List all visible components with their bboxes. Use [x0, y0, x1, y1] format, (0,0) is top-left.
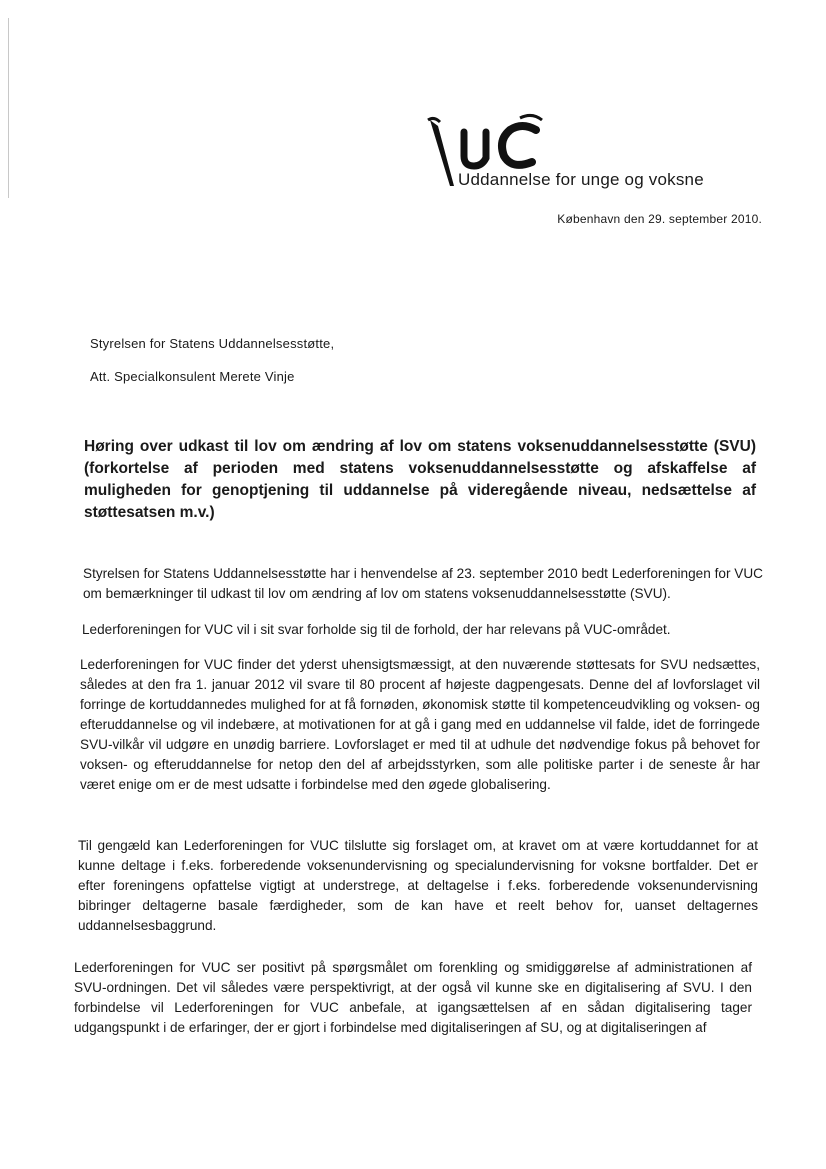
scan-edge-mark — [8, 18, 9, 198]
body-paragraph-1: Styrelsen for Statens Uddannelsesstøtte har i henvendelse af 23. september 2010 bedt Lederforeningen for VUC om bemærkninger til udkast til lov om ændring af lov om statens voksenuddannelsesstøtte (SVU). — [83, 566, 763, 601]
recipient-attention: Att. Specialkonsulent Merete Vinje — [90, 369, 295, 384]
logo-tagline: Uddannelse for unge og voksne — [458, 170, 704, 189]
date-line: København den 29. september 2010. — [557, 212, 762, 226]
body-paragraph-5: Lederforeningen for VUC ser positivt på spørgsmålet om forenkling og smidiggørelse af administrationen af SVU-ordningen. Det vil således være perspektivrigt, at der også vil kunne ske en digitalisering af SVU. I den forbindelse vil Lederforeningen for VUC anbefale, at igangsættelsen af en sådan digitalisering tager udgangspunkt i de erfaringer, der er gjort i forbindelse med digitaliseringen af SU, og at digitaliseringen af — [74, 960, 752, 1035]
body-paragraph-3: Lederforeningen for VUC finder det yderst uhensigtsmæssigt, at den nuværende støttesats for SVU nedsættes, således at den fra 1. januar 2012 vil svare til 80 procent af højeste dagpengesats. Denne del af lovforslaget vil forringe de kortuddannedes mulighed for at få fornøden, økonomisk støtte til kompetenceudvikling og voksen- og efteruddannelse og vil indebære, at motivationen for at gå i gang med en uddannelse vil falde, idet de forringede SVU-vilkår vil udgøre en unødig barriere. Lovforslaget er med til at udhule det nødvendige fokus på behovet for voksen- og efteruddannelse for netop den del af arbejdsstyrken, som alle politiske parter i de seneste år har været enige om er de mest udsatte i forbindelse med den øgede globalisering. — [80, 657, 760, 792]
vuc-logo — [424, 112, 724, 192]
recipient-organization: Styrelsen for Statens Uddannelsesstøtte, — [90, 336, 335, 351]
body-paragraph-2: Lederforeningen for VUC vil i sit svar forholde sig til de forhold, der har relevans på VUC-området. — [82, 622, 671, 637]
body-paragraph-4: Til gengæld kan Lederforeningen for VUC tilslutte sig forslaget om, at kravet om at være kortuddannet for at kunne deltage i f.eks. forberedende voksenundervisning og specialundervisning for voksne bortfalder. Det er efter foreningens opfattelse vigtigt at understrege, at deltagelse i f.eks. forberedende voksenundervisning bibringer deltagerne basale færdigheder, som de kan have et reelt behov for, uanset deltagernes uddannelsesbaggrund. — [78, 838, 758, 933]
document-title: Høring over udkast til lov om ændring af lov om statens voksenuddannelsesstøtte (SVU) (forkortelse af perioden med statens voksenuddannelsesstøtte og afskaffelse af muligheden for genoptjening til uddannelse på videregående niveau, nedsættelse af støttesatsen m.v.) — [84, 438, 756, 521]
